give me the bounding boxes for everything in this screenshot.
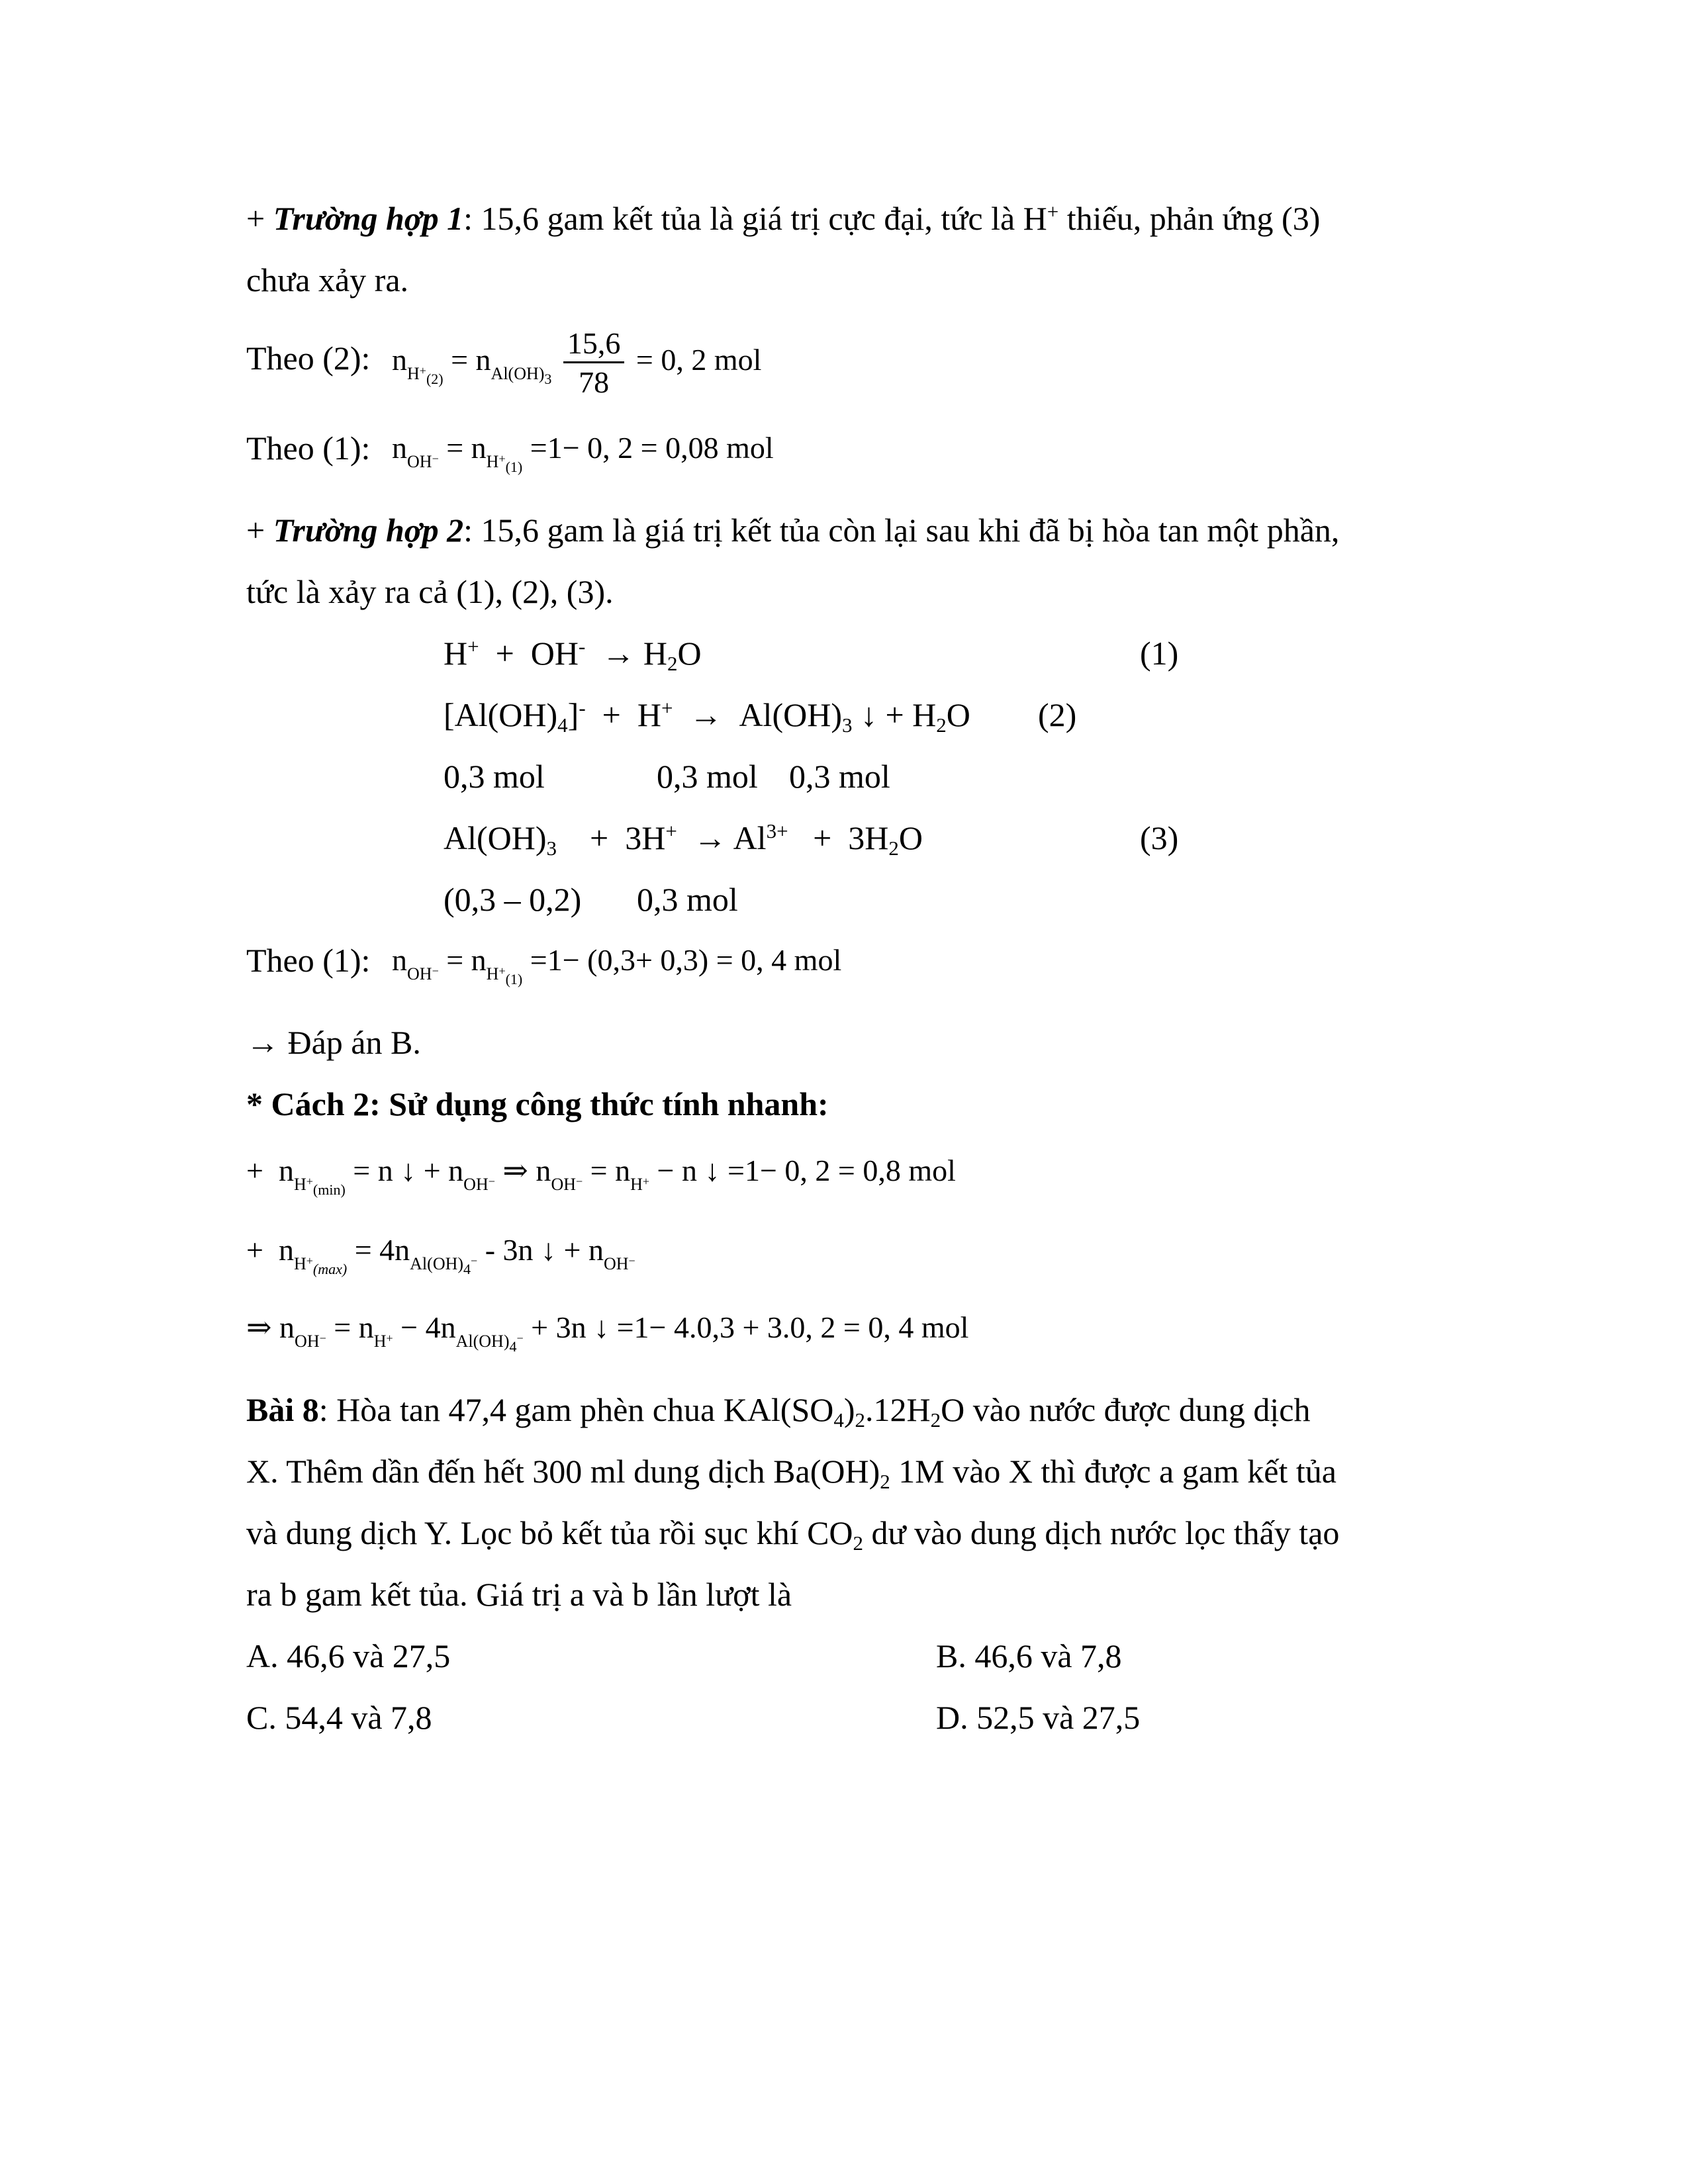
case2-title: Trường hợp 2	[273, 512, 464, 549]
case1-theo1-formula: $n_{OH^-} = n_{H^+_{(1)}} =1- 0$, 2 = 0,08 mol	[392, 431, 774, 475]
problem8-line4: ra b gam kết tủa. Giá trị a và b lần lượt là	[246, 1576, 792, 1613]
option-d: D. 52,5 và 27,5	[936, 1699, 1141, 1736]
mol-row-1-b: 0,3 mol	[657, 758, 758, 795]
equation-3-label: (3)	[1140, 819, 1179, 856]
case2-line1: + Trường hợp 2: 15,6 gam là giá trị kết tủa còn lại sau khi đã bị hòa tan một phần,	[246, 512, 1340, 549]
mol-row-2-a: (0,3 – 0,2)	[444, 881, 582, 918]
case2-theo1-formula: $n_{OH^-} = n_{H^+_{(1)}} =1- (0,3+ 0,3) = 0$, 4 mol	[392, 943, 842, 987]
equation-3: $Al(OH)_3$ + $3H^+ \to Al^{3+} + 3H_2O$	[444, 819, 923, 860]
case1-theo2-formula: $n_{H^+_{(2)}} = n_{Al(OH)_3}$ $\frac{15,6}{78}$ = 0, 2 mol	[392, 326, 762, 399]
equation-1: $H^+ + OH^- \to H_2O$	[444, 634, 702, 676]
mol-row-2-b: 0,3 mol	[637, 881, 738, 918]
case2-line2: tức là xảy ra cả (1), (2), (3).	[246, 573, 614, 610]
fraction: $\frac{15,6}{78}$	[563, 328, 625, 398]
option-c: C. 54,4 và 7,8	[246, 1699, 432, 1736]
case2-theo1-label: Theo (1):	[246, 942, 371, 979]
formula-2: + $n_{H^+_{(max)}} = 4n_{Al(OH)_4^-} - 3n$ ↓ + $n_{OH^-}$	[246, 1233, 635, 1277]
answer-line: → Đáp án B.	[246, 1024, 421, 1061]
equation-2: $[Al(OH)_4]^- + H^+ \to Al(OH)_3$ ↓ + $H_2O$	[444, 696, 970, 737]
method2-heading: * Cách 2: Sử dụng công thức tính nhanh:	[246, 1085, 829, 1122]
formula-1: + $n_{H^+_{(min)}} = n$ ↓ + $n_{OH^-}$ ⇒ $n_{OH^-} = n_{H^+} - n$ ↓ =1− 0, 2 = 0,8 mol	[246, 1154, 956, 1198]
case1-line2: chưa xảy ra.	[246, 261, 409, 298]
formula-3: ⇒ $n_{OH^-} = n_{H^+} - 4n_{Al(OH)_4^-} + 3n$ ↓ =1− 4.0,3 + 3.0, 2 = 0, 4 mol	[246, 1310, 969, 1355]
option-a: A. 46,6 và 27,5	[246, 1637, 451, 1674]
equation-2-label: (2)	[1038, 696, 1077, 733]
problem8-line3: và dung dịch Y. Lọc bỏ kết tủa rồi sục khí $CO_2$ dư vào dung dịch nước lọc thấy tạo	[246, 1514, 1340, 1555]
case1-title: Trường hợp 1	[273, 200, 464, 237]
problem8-line2: X. Thêm dần đến hết 300 ml dung dịch $Ba(OH)_2$ 1M vào X thì được a gam kết tủa	[246, 1453, 1336, 1494]
case1-line1: + Trường hợp 1: 15,6 gam kết tủa là giá trị cực đại, tức là H+ thiếu, phản ứng (3)	[246, 199, 1321, 237]
mol-row-1-a: 0,3 mol	[444, 758, 545, 795]
option-b: B. 46,6 và 7,8	[936, 1637, 1122, 1674]
problem8-line1: Bài 8: Hòa tan 47,4 gam phèn chua $KAl(SO_4)_2.12H_2O$ vào nước được dung dịch	[246, 1391, 1311, 1432]
mol-row-1-c: 0,3 mol	[789, 758, 890, 795]
problem8-label: Bài 8	[246, 1391, 319, 1428]
equation-1-label: (1)	[1140, 635, 1179, 672]
case1-theo1-label: Theo (1):	[246, 430, 371, 467]
case1-theo2-label: Theo (2):	[246, 340, 371, 377]
